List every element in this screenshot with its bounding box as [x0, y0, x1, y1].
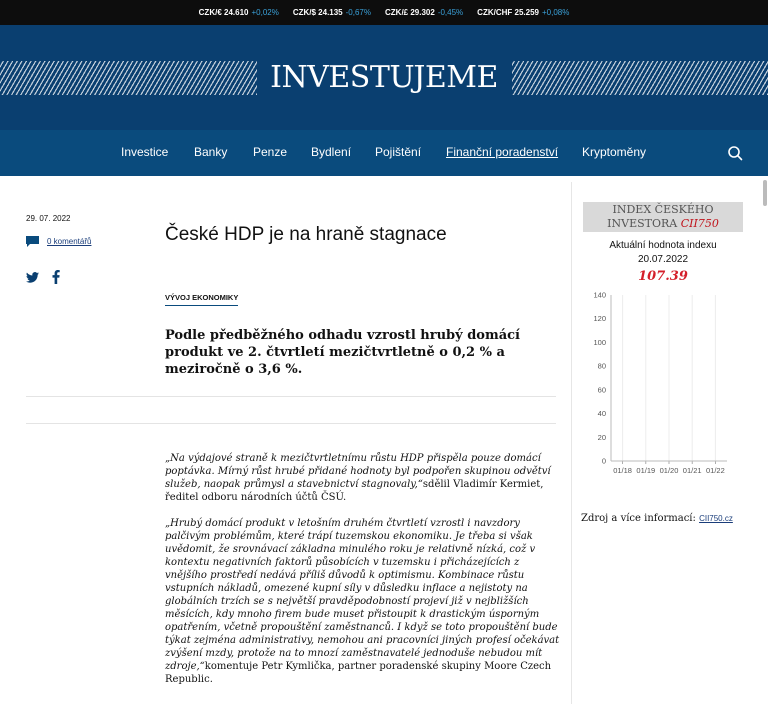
- scrollbar-thumb[interactable]: [763, 180, 767, 206]
- ticker-item: CZK/$ 24.135 -0,67%: [292, 8, 371, 17]
- ticker-item: CZK/€ 24.610 +0,02%: [198, 8, 279, 17]
- divider: [26, 423, 556, 424]
- x-tick-label: 01/21: [682, 466, 702, 475]
- x-tick-label: 01/20: [659, 466, 679, 475]
- sidebar-divider: [571, 182, 572, 704]
- site-logo[interactable]: INVESTUJEME: [270, 60, 498, 95]
- hatch-decoration: [512, 61, 768, 95]
- y-tick-label: 120: [593, 314, 606, 324]
- article-paragraph: „Hrubý domácí produkt v letošním druhém čtvrtletí vzrostl i navzdory palčivým problémům, které trápí tuzemskou ekonomiku. Je třeba si však uvědomit, že srovnávací základna minulého roku je relativně nízká, což v kontextu negativních faktorů působících v tuzemsku i přicházejících z vnějšího prostředí nedává příliš důvodů k optimismu. Kombinace růstu vstupních nákladů, omezené kupní síly v důsledku inflace a nejistoty na globálních trzích se s největší pravděpodobností projeví již v nejbližších měsících, kdy mnoho firem bude muset přistoupit k drastickým úsporným opatřením, včetně propouštění zaměstnanců. I když se toto propouštění bude týkat zejména administrativy, nemohou ani pracovníci jiných profesí očekávat zvýšení mzdy, protože na to mnozí zaměstnavatelé jednoduše nebudou mít zdroje,“komentuje Petr Kymlička, partner poradenské skupiny Moore Czech Republic.: [165, 518, 560, 685]
- divider: [26, 396, 556, 397]
- comments-link[interactable]: [26, 236, 91, 247]
- twitter-icon[interactable]: [26, 272, 39, 283]
- article-date: 29. 07. 2022: [26, 214, 71, 223]
- y-tick-label: 100: [593, 337, 606, 347]
- article-paragraph: „Na výdajové straně k mezičtvrtletnímu růstu HDP přispěla pouze domácí poptávka. Mírný růst hrubé přidané hodnoty byl podpořen skupinou odvětví služeb, naopak průmysl a stavebnictví stagnovaly,“sdělil Vladimír Kermiet, ředitel odboru národních účtů ČSÚ.: [165, 453, 551, 503]
- nav-item-kryptomeny[interactable]: Kryptoměny: [582, 145, 647, 159]
- comment-icon: [26, 236, 39, 247]
- nav-item-penze[interactable]: Penze: [253, 145, 288, 159]
- currency-ticker: [0, 0, 768, 25]
- y-tick-label: 0: [601, 456, 606, 466]
- nav-item-bydleni[interactable]: Bydlení: [311, 145, 352, 159]
- source-link[interactable]: CII750.cz: [699, 514, 733, 523]
- article-title: České HDP je na hraně stagnace: [165, 224, 447, 245]
- nav-item-banky[interactable]: Banky: [194, 145, 228, 159]
- x-tick-label: 01/19: [636, 466, 656, 475]
- index-subtitle: Aktuální hodnota indexu 20.07.2022: [609, 240, 717, 265]
- main-nav: [0, 130, 768, 176]
- y-tick-label: 40: [597, 409, 606, 419]
- search-icon[interactable]: [727, 145, 743, 161]
- x-tick-label: 01/22: [706, 466, 725, 475]
- facebook-icon[interactable]: [52, 270, 60, 284]
- article-perex: Podle předběžného odhadu vzrostl hrubý domácí produkt ve 2. čtvrtletí mezičtvrtletně o 0,2 % a meziročně o 3,6 %.: [165, 328, 520, 377]
- comments-count[interactable]: 0 komentářů: [47, 237, 92, 246]
- nav-item-financni-poradenstvi[interactable]: Finanční poradenství: [446, 145, 559, 159]
- y-tick-label: 80: [597, 361, 606, 371]
- index-chart: [583, 288, 743, 478]
- index-value: 107.39: [638, 269, 688, 284]
- nav-item-investice[interactable]: Investice: [121, 145, 169, 159]
- x-tick-label: 01/18: [613, 466, 632, 475]
- nav-item-pojisteni[interactable]: Pojištění: [375, 145, 422, 159]
- category-tag[interactable]: VÝVOJ EKONOMIKY: [165, 293, 238, 306]
- ticker-item: CZK/£ 29.302 -0,45%: [385, 8, 464, 17]
- y-tick-label: 140: [593, 290, 606, 300]
- site-header: [0, 25, 768, 130]
- y-tick-label: 20: [597, 432, 606, 442]
- hatch-decoration: [0, 61, 257, 95]
- ticker-item: CZK/CHF 25.259 +0,08%: [477, 8, 570, 17]
- y-tick-label: 60: [597, 385, 606, 395]
- source-info: Zdroj a více informací: CII750.cz: [581, 513, 733, 524]
- index-header: INDEX ČESKÉHO INVESTORA CII750: [583, 202, 743, 232]
